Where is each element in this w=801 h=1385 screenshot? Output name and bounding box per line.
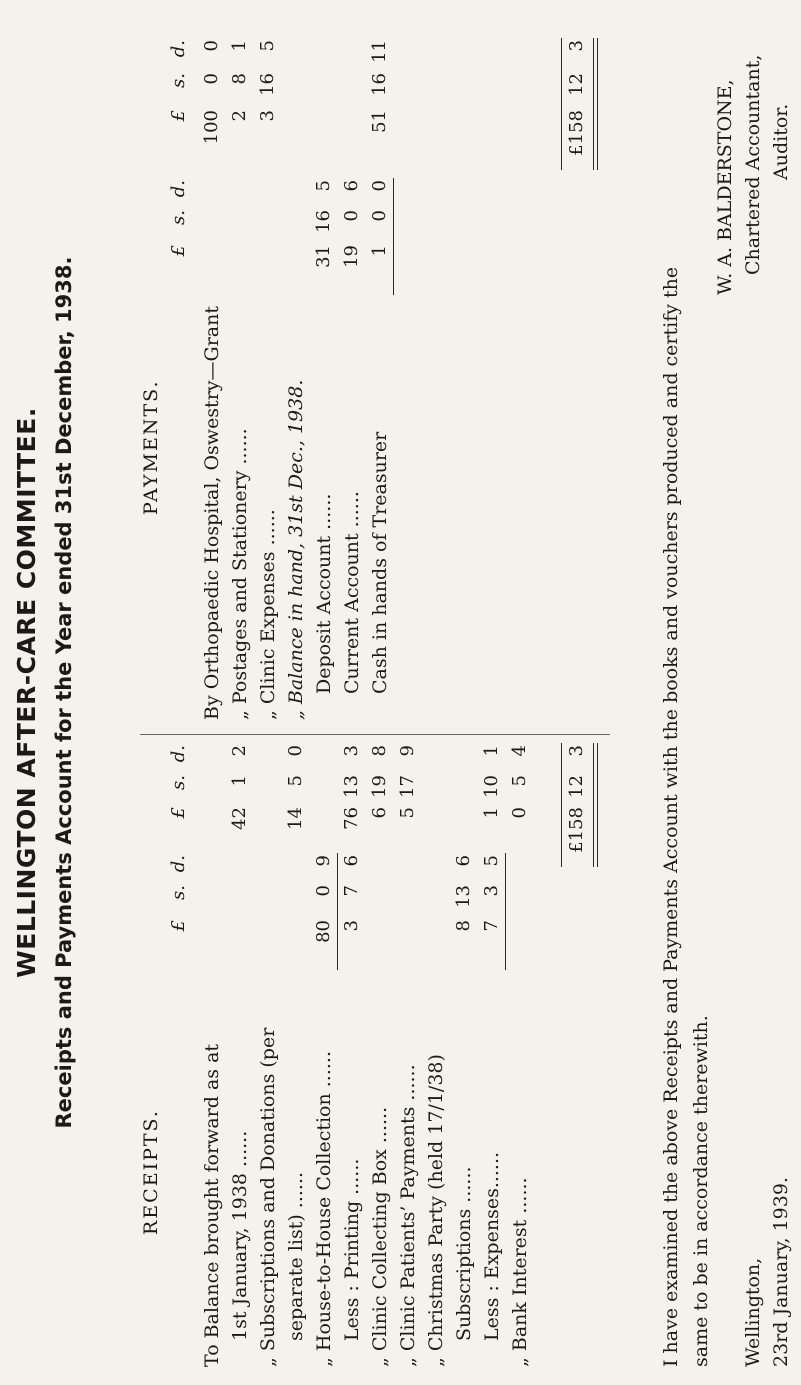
certificate-line-1: I have examined the above Receipts and Payments Account with the books and vouchers produced and certify the	[660, 266, 682, 1367]
payments-amount-shillings: 0	[369, 210, 390, 222]
unit-shillings-label: s.	[168, 210, 189, 225]
unit-pence-label: d.	[168, 180, 189, 198]
unit-pound-label: £	[168, 110, 189, 122]
receipts-amount-pounds: 1	[481, 807, 502, 819]
payments-total-pounds: £158	[566, 110, 587, 156]
payments-amount-pounds: 31	[313, 245, 334, 268]
receipts-amount-pounds: 14	[285, 807, 306, 830]
column-divider	[140, 734, 610, 735]
receipts-amount-pounds: 5	[397, 807, 418, 819]
receipts-item-label: „ Bank Interest ......	[509, 1177, 531, 1367]
receipts-amount-pence: 6	[341, 855, 362, 867]
payments-amount-shillings: 8	[229, 73, 250, 85]
receipts-amount-pounds: 7	[481, 920, 502, 932]
receipts-item-label: To Balance brought forward as at	[201, 1043, 223, 1367]
receipts-amount-pence: 6	[453, 855, 474, 867]
payments-total-shillings: 12	[566, 73, 587, 96]
auditor-name: W. A. BALDERSTONE,	[714, 79, 736, 295]
auditor-designation: Chartered Accountant,	[742, 54, 764, 275]
unit-pound-label: £	[168, 807, 189, 819]
receipts-amount-shillings: 13	[341, 775, 362, 798]
receipts-item-label: „ Clinic Patients’ Payments ......	[397, 1064, 419, 1367]
certificate-date: 23rd January, 1939.	[770, 1177, 792, 1367]
receipts-amount-pence: 4	[509, 745, 530, 757]
unit-pence-label: d.	[168, 855, 189, 873]
receipts-amount-pounds: 6	[369, 807, 390, 819]
receipts-amount-pounds: 76	[341, 807, 362, 830]
receipts-item-label: Less : Expenses......	[481, 1151, 503, 1341]
receipts-item-label: Subscriptions ......	[453, 1166, 475, 1341]
unit-shillings-label: s.	[168, 73, 189, 88]
payments-item-label: Current Account ......	[341, 491, 363, 694]
receipts-amount-pence: 8	[369, 745, 390, 757]
receipts-item-label: Less : Printing ......	[341, 1158, 363, 1341]
payments-amount-shillings: 0	[201, 73, 222, 85]
receipts-amount-shillings: 10	[481, 775, 502, 798]
payments-amount-pence: 5	[313, 180, 334, 192]
receipts-amount-pence: 2	[229, 745, 250, 757]
receipts-amount-pence: 0	[285, 745, 306, 757]
payments-item-label: „ Postages and Stationery ......	[229, 428, 251, 720]
receipts-item-label: separate list) ......	[285, 1171, 307, 1341]
receipts-amount-pence: 3	[341, 745, 362, 757]
receipts-amount-pounds: 80	[313, 920, 334, 943]
receipts-amount-shillings: 1	[229, 775, 250, 787]
receipts-amount-shillings: 13	[453, 885, 474, 908]
payments-item-label: By Orthopaedic Hospital, Oswestry—Grant	[201, 306, 223, 720]
payments-amount-pounds: 1	[369, 245, 390, 257]
payments-amount-pence: 0	[369, 180, 390, 192]
receipts-amount-pounds: 42	[229, 807, 250, 830]
unit-pound-label: £	[168, 245, 189, 257]
payments-amount-pounds: 3	[257, 110, 278, 122]
subtotal-rule	[337, 853, 338, 970]
receipts-amount-shillings: 0	[313, 885, 334, 897]
receipts-amount-shillings: 3	[481, 885, 502, 897]
payments-item-label: Cash in hands of Treasurer	[369, 431, 391, 694]
receipts-amount-pence: 9	[397, 745, 418, 757]
unit-pound-label: £	[168, 920, 189, 932]
payments-amount-pounds: 2	[229, 110, 250, 122]
unit-shillings-label: s.	[168, 885, 189, 900]
total-double-rule	[593, 38, 598, 170]
payments-item-label: „ Balance in hand, 31st Dec., 1938.	[285, 379, 307, 720]
payments-amount-pence: 5	[257, 40, 278, 52]
receipts-amount-shillings: 17	[397, 775, 418, 798]
receipts-amount-shillings: 7	[341, 885, 362, 897]
receipts-amount-pence: 9	[313, 855, 334, 867]
receipts-item-label: „ Christmas Party (held 17/1/38)	[425, 1054, 447, 1367]
total-rule	[561, 38, 562, 170]
receipts-item-label: 1st January, 1938 ......	[229, 1130, 251, 1341]
payments-amount-shillings: 0	[341, 210, 362, 222]
receipts-amount-pounds: 8	[453, 920, 474, 932]
payments-amount-pence: 0	[201, 40, 222, 52]
payments-amount-shillings: 16	[257, 73, 278, 96]
payments-item-label: Deposit Account ......	[313, 493, 335, 694]
receipts-item-label: „ House-to-House Collection ......	[313, 1051, 335, 1367]
receipts-total-shillings: 12	[566, 775, 587, 798]
subtotal-rule	[393, 178, 394, 295]
document-title: WELLINGTON AFTER-CARE COMMITTEE.	[12, 407, 41, 978]
receipts-amount-shillings: 5	[509, 775, 530, 787]
payments-amount-pounds: 51	[369, 110, 390, 133]
payments-amount-pounds: 19	[341, 245, 362, 268]
auditor-role: Auditor.	[770, 103, 792, 180]
receipts-amount-shillings: 5	[285, 775, 306, 787]
payments-amount-shillings: 16	[369, 73, 390, 96]
total-double-rule	[593, 743, 598, 867]
receipts-total-pence: 3	[566, 745, 587, 757]
total-rule	[561, 743, 562, 867]
payments-heading: PAYMENTS.	[140, 379, 162, 515]
payments-amount-shillings: 16	[313, 210, 334, 233]
account-subtitle: Receipts and Payments Account for the Year ended 31st December, 1938.	[52, 256, 76, 1129]
receipts-item-label: „ Subscriptions and Donations (per	[257, 1027, 279, 1367]
payments-item-label: „ Clinic Expenses ......	[257, 509, 279, 720]
receipts-amount-pence: 1	[481, 745, 502, 757]
unit-pence-label: d.	[168, 745, 189, 763]
receipts-amount-shillings: 19	[369, 775, 390, 798]
unit-pence-label: d.	[168, 40, 189, 58]
receipts-total-pounds: £158	[566, 807, 587, 853]
receipts-amount-pence: 5	[481, 855, 502, 867]
certificate-place: Wellington,	[742, 1257, 764, 1367]
payments-amount-pence: 1	[229, 40, 250, 52]
receipts-item-label: „ Clinic Collecting Box ......	[369, 1106, 391, 1367]
unit-shillings-label: s.	[168, 775, 189, 790]
receipts-heading: RECEIPTS.	[140, 1109, 162, 1235]
payments-amount-pence: 6	[341, 180, 362, 192]
payments-amount-pounds: 100	[201, 110, 222, 145]
receipts-amount-pounds: 0	[509, 807, 530, 819]
subtotal-rule	[505, 853, 506, 970]
payments-amount-pence: 11	[369, 40, 390, 63]
certificate-line-2: same to be in accordance therewith.	[690, 1015, 712, 1367]
receipts-amount-pounds: 3	[341, 920, 362, 932]
payments-total-pence: 3	[566, 40, 587, 52]
